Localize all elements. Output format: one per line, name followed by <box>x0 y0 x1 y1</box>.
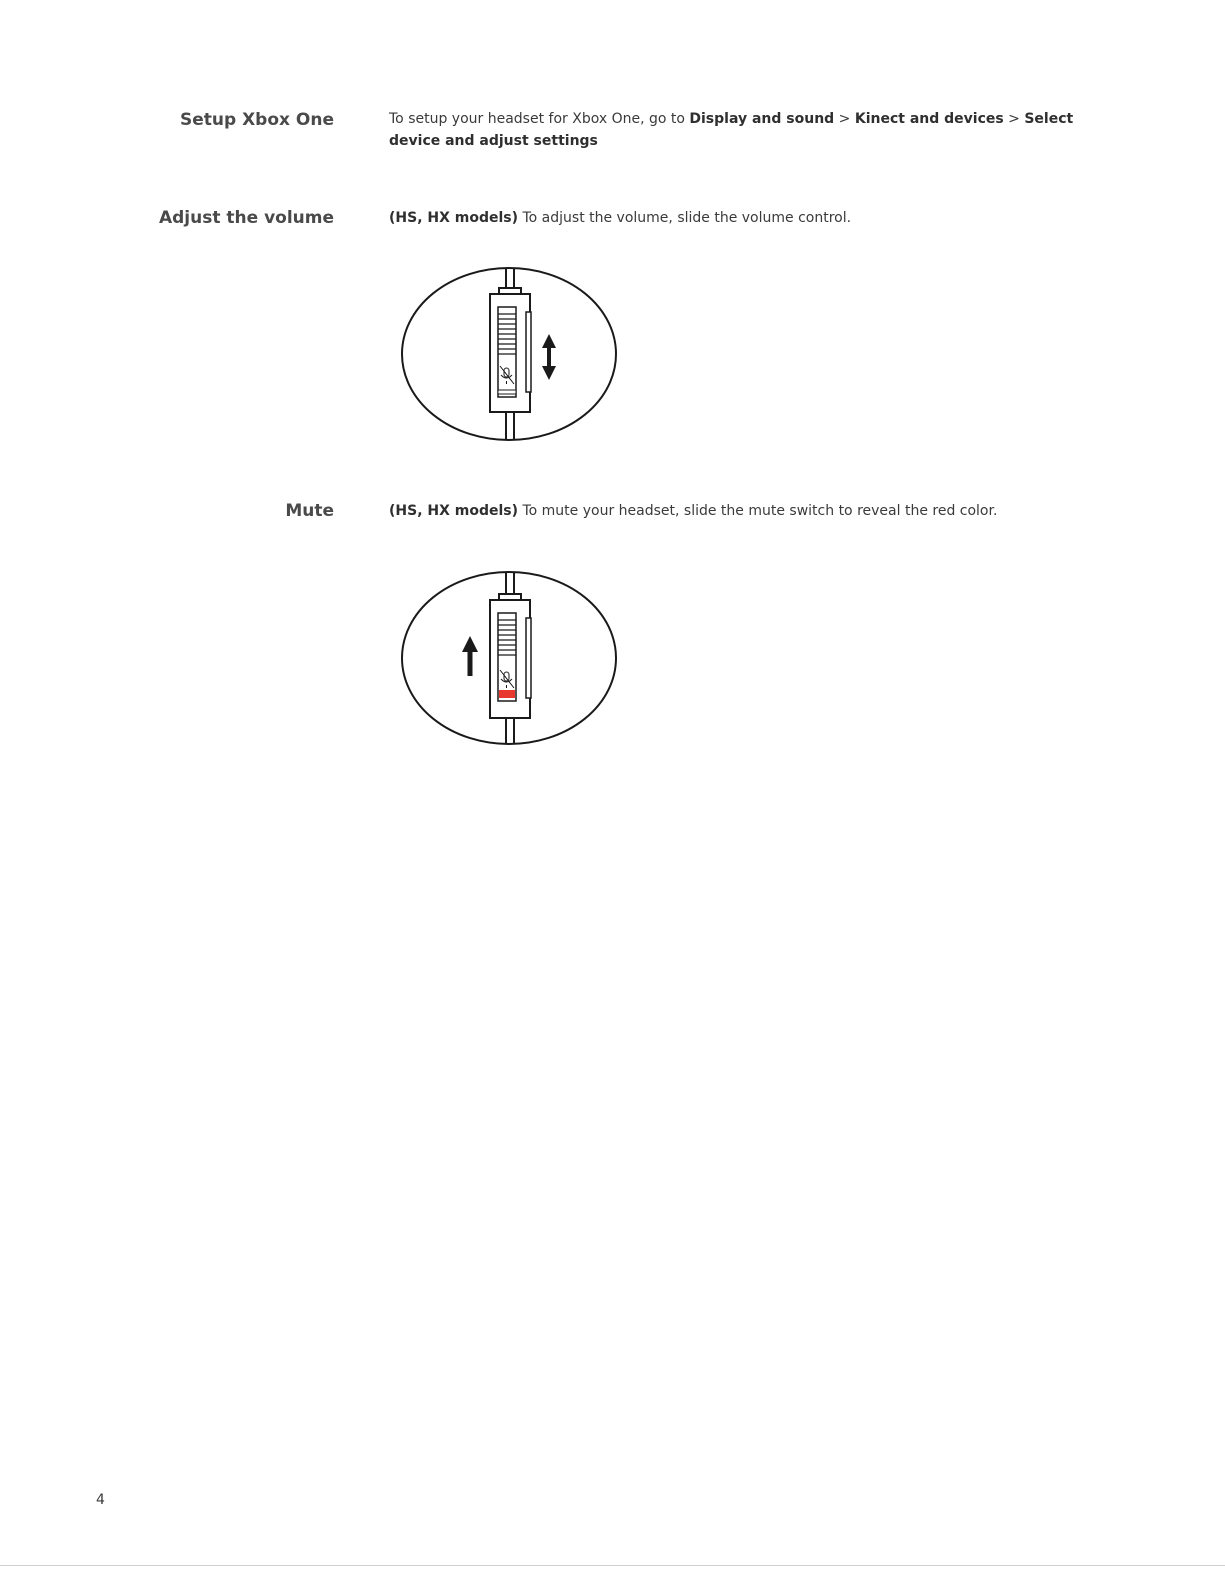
page-bottom-rule <box>0 1565 1225 1566</box>
path-separator: > <box>834 111 855 127</box>
volume-control-illustration <box>396 262 624 446</box>
mute-red-indicator <box>499 690 515 698</box>
page-number: 4 <box>96 1492 105 1508</box>
mute-text <box>389 500 1109 522</box>
path-display-and-sound: Display and sound <box>689 111 835 127</box>
mute-switch-illustration <box>396 566 624 750</box>
volume-instruction: To adjust the volume, slide the volume control. <box>518 210 852 226</box>
path-separator: > <box>1003 111 1025 127</box>
mute-heading: Mute <box>285 501 334 521</box>
setup-intro: To setup your headset for Xbox One, go to <box>389 111 690 127</box>
models-label: (HS, HX models) <box>389 503 519 519</box>
setup-xbox-one-heading: Setup Xbox One <box>179 110 334 130</box>
setup-xbox-one-text <box>389 108 1109 152</box>
adjust-volume-text <box>389 207 1109 229</box>
models-label: (HS, HX models) <box>389 210 519 226</box>
path-kinect-and-devices: Kinect and devices <box>854 111 1004 127</box>
adjust-volume-heading: Adjust the volume <box>158 208 334 228</box>
mute-instruction: To mute your headset, slide the mute switch to reveal the red color. <box>518 503 998 519</box>
path-select-device: Select device and adjust settings <box>389 111 1074 149</box>
